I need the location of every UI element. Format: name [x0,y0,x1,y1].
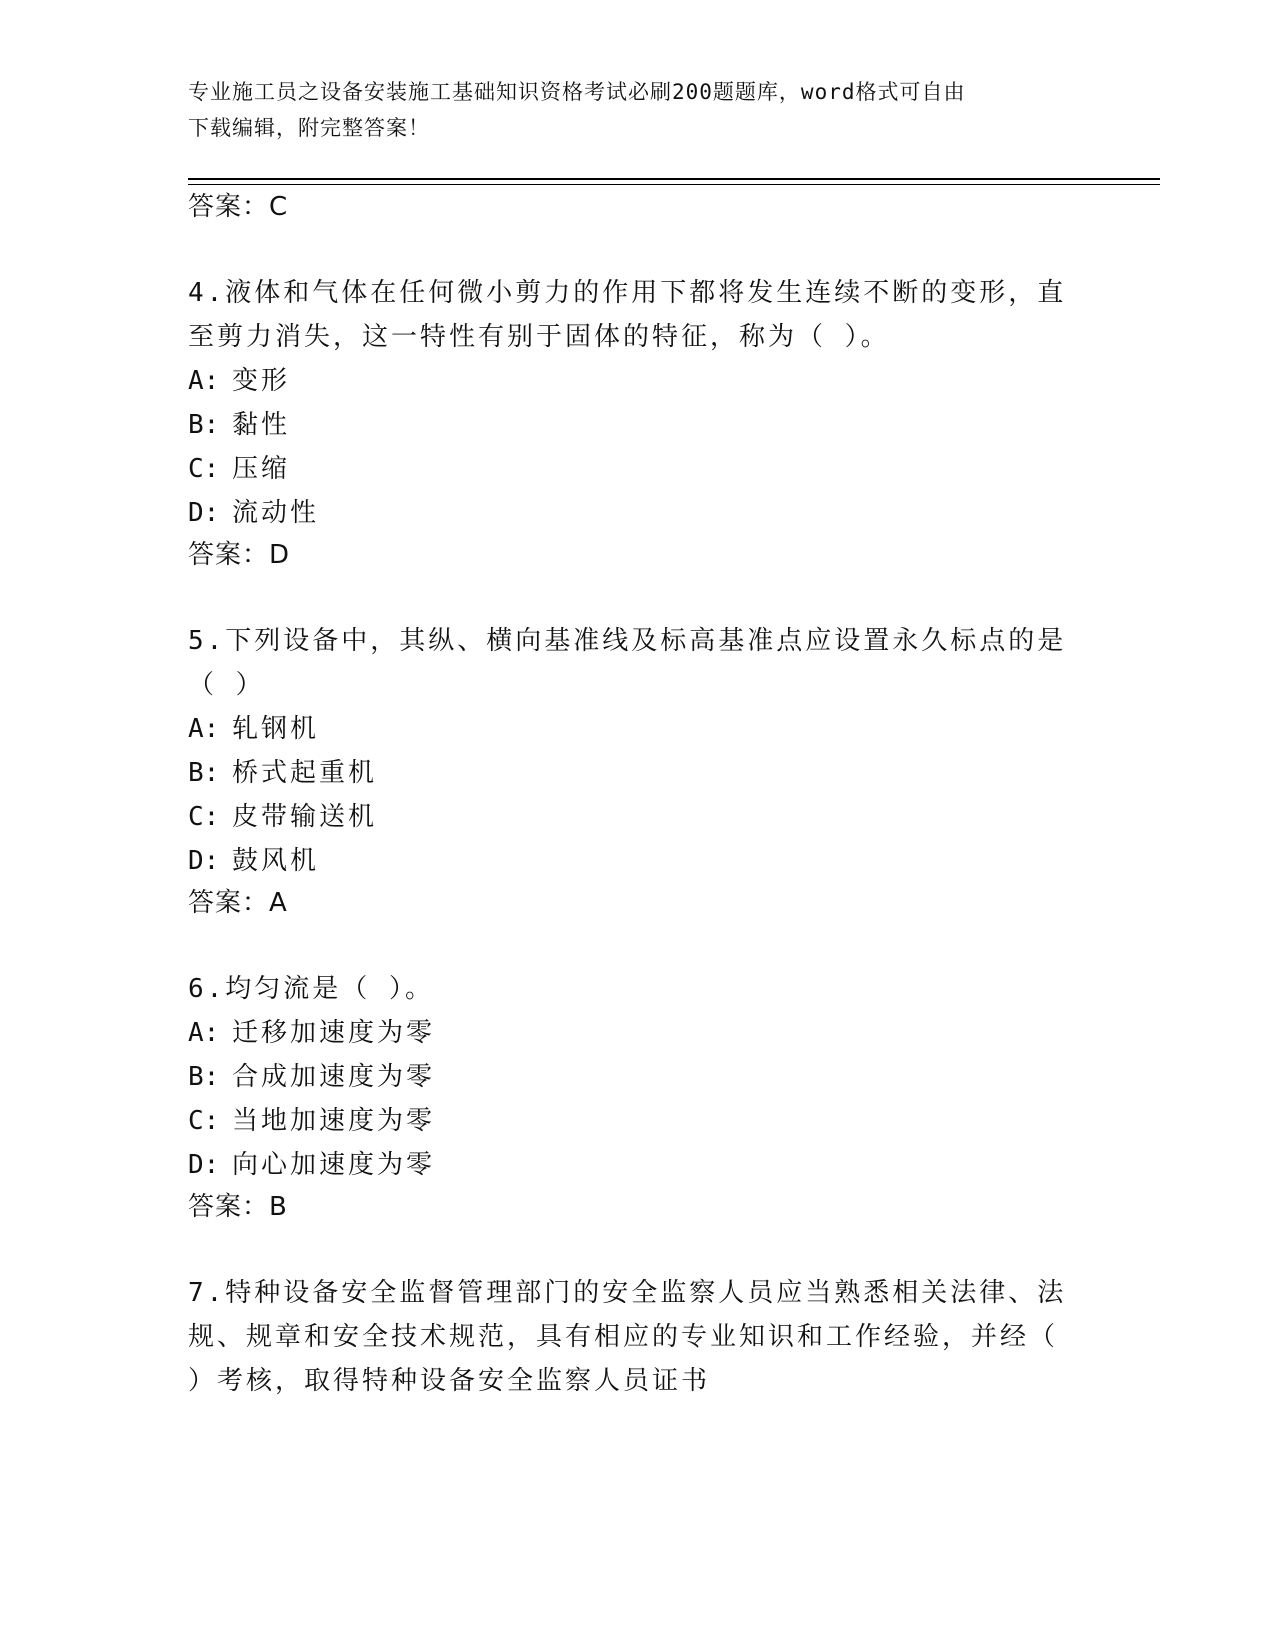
option-text: 合成加速度为零 [232,1062,436,1092]
question-4-option-c [188,448,290,485]
option-text: 流动性 [232,498,320,528]
option-text: 当地加速度为零 [232,1106,436,1136]
option-letter: A: [188,366,220,396]
option-text: 鼓风机 [232,846,320,876]
question-6-stem-line-1: 6.均匀流是（ ）。 [188,974,434,1004]
question-5-option-d [188,840,319,877]
option-text: 变形 [232,366,291,396]
option-text: 向心加速度为零 [232,1150,436,1180]
question-5-option-a [188,708,319,745]
question-5-option-c [188,796,377,833]
question-6-option-d [188,1144,435,1181]
header-line-1: 专业施工员之设备安装施工基础知识资格考试必刷200题题库，word格式可自由 [188,80,966,104]
question-4-option-b [188,404,290,441]
option-text: 迁移加速度为零 [232,1018,436,1048]
question-4-stem-line-2: 至剪力消失，这一特性有别于固体的特征，称为（ ）。 [188,322,890,352]
option-letter: D: [188,498,220,528]
question-7-stem-line-3: ）考核，取得特种设备安全监察人员证书 [188,1366,711,1396]
question-4-answer: 答案：D [188,540,291,570]
option-letter: C: [188,802,220,832]
question-5-stem-line-2: （ ） [188,670,265,700]
previous-answer: 答案：C [188,192,289,222]
header-divider-thick [188,178,1160,180]
option-letter: D: [188,846,220,876]
question-6-answer: 答案：B [188,1192,288,1222]
option-text: 皮带输送机 [232,802,378,832]
option-text: 黏性 [232,410,291,440]
option-letter: B: [188,410,220,440]
option-letter: D: [188,1150,220,1180]
option-letter: A: [188,1018,220,1048]
option-letter: B: [188,1062,220,1092]
question-7-stem-line-1: 7.特种设备安全监督管理部门的安全监察人员应当熟悉相关法律、法 [188,1278,1067,1308]
option-letter: C: [188,1106,220,1136]
question-4-option-a [188,360,290,397]
question-5-stem-line-1: 5.下列设备中，其纵、横向基准线及标高基准点应设置永久标点的是 [188,626,1067,656]
option-text: 压缩 [232,454,291,484]
question-4-stem-line-1: 4.液体和气体在任何微小剪力的作用下都将发生连续不断的变形，直 [188,278,1067,308]
question-6-option-b [188,1056,435,1093]
document-header [188,74,1088,146]
question-7-stem-line-2: 规、规章和安全技术规范，具有相应的专业知识和工作经验，并经（ [188,1322,1059,1352]
header-divider-thin [188,184,1160,185]
question-5-option-b [188,752,377,789]
question-6-option-a [188,1012,435,1049]
option-letter: C: [188,454,220,484]
question-4-option-d [188,492,319,529]
question-6-option-c [188,1100,435,1137]
option-text: 轧钢机 [232,714,320,744]
question-5-answer: 答案：A [188,888,288,918]
option-letter: A: [188,714,220,744]
header-line-2: 下载编辑，附完整答案！ [188,116,430,140]
option-letter: B: [188,758,220,788]
option-text: 桥式起重机 [232,758,378,788]
